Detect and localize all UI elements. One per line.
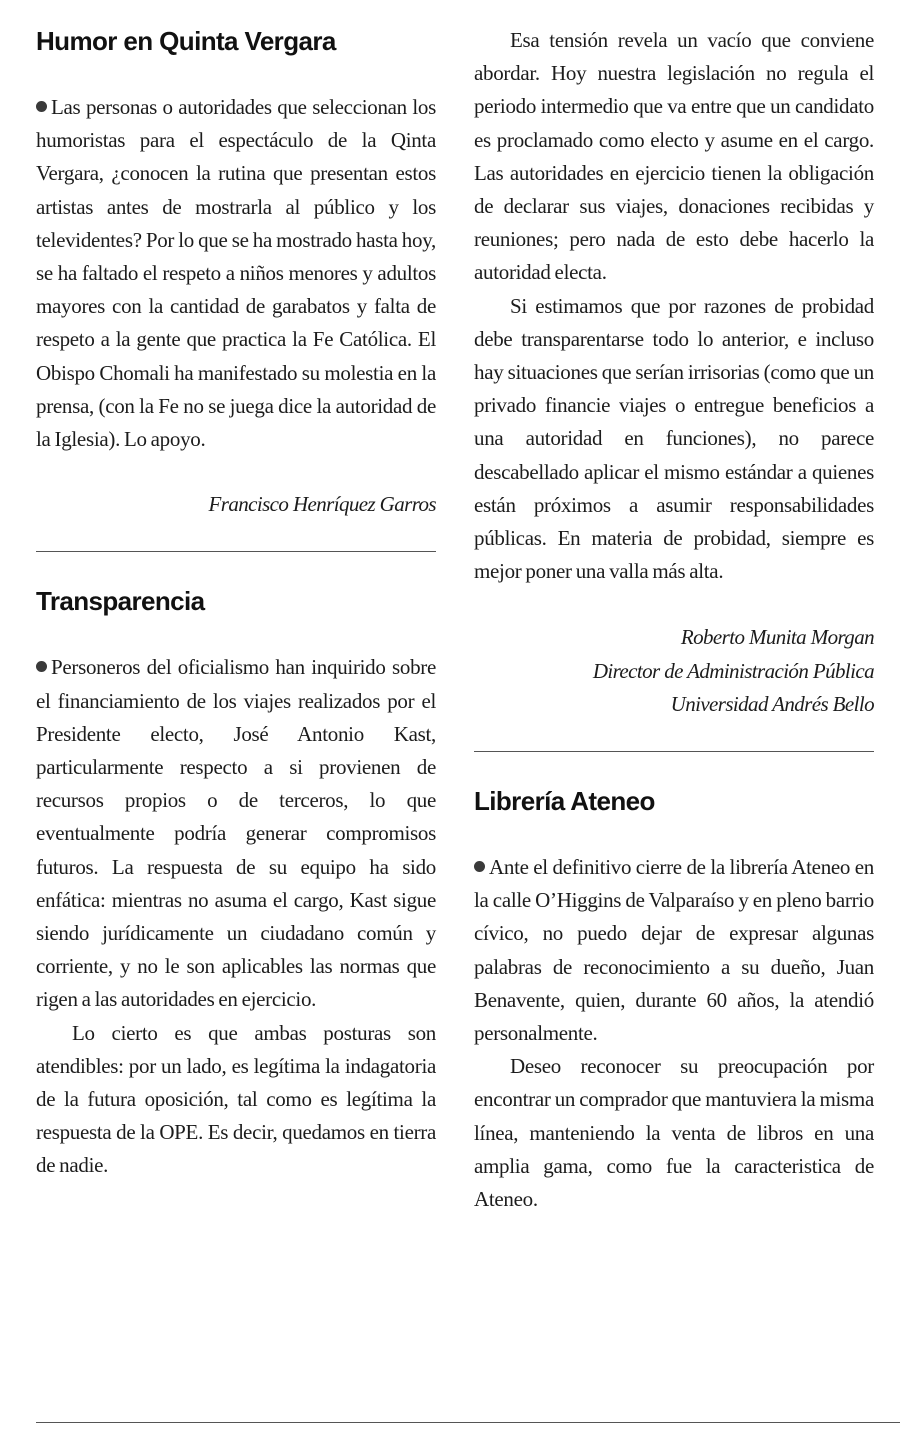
bullet-icon bbox=[36, 101, 47, 112]
letter-title-transparencia: Transparencia bbox=[36, 586, 205, 617]
letter-paragraph-transparencia-4: Si estimamos que por razones de probidad debe transparentarse todo lo anterior, e incluso hay situaciones que serían irrisorias (como que un privado financie viajes o entregue beneficios a una autoridad en funciones), no parece descabellado aplicar el mismo estándar a quienes están próximos a asumir responsabilidades públicas. En materia de probidad, siempre es mejor poner una valla más alta. bbox=[474, 293, 874, 584]
signature-transparencia bbox=[474, 621, 874, 721]
letter-paragraph-humor: Las personas o autoridades que seleccionan los humoristas para el espectáculo de la Qinta Vergara, ¿conocen la rutina que presentan estos artistas antes de mostrarla al público y los televidentes? Por lo que se ha mostrado hasta hoy, se ha faltado el respeto a niños menores y adultos mayores con la cantidad de garabatos y falta de respeto a la gente que practica la Fe Católica. El Obispo Chomali ha manifestado su molestia en la prensa, (con la Fe no se juega dice la autoridad de la Iglesia). Lo apoyo. bbox=[36, 95, 436, 452]
letter-paragraph-libreria-2: Deseo reconocer su preocupación por encontrar un comprador que mantuviera la misma línea, manteniendo la venta de libros en una amplia gama, como fue la caracteristica de Ateneo. bbox=[474, 1054, 874, 1212]
right-column bbox=[474, 24, 874, 1412]
bullet-icon bbox=[474, 861, 485, 872]
newspaper-letters-page bbox=[36, 24, 874, 1412]
signature-humor: Francisco Henríquez Garros bbox=[208, 492, 436, 517]
section-divider bbox=[474, 751, 874, 752]
signature-institution: Universidad Andrés Bello bbox=[670, 691, 874, 716]
letter-paragraph-transparencia-2: Lo cierto es que ambas posturas son atendibles: por un lado, es legítima la indagatoria de la futura oposición, tal como es legítima la respuesta de la OPE. Es decir, quedamos en tierra de nadie. bbox=[36, 1020, 436, 1178]
letter-title-libreria: Librería Ateneo bbox=[474, 786, 655, 817]
page-bottom-divider bbox=[36, 1422, 900, 1423]
letter-paragraph-transparencia-3: Esa tensión revela un vacío que conviene abordar. Hoy nuestra legislación no regula el periodo intermedio que va entre que un candidato es proclamado como electo y asume en el cargo. Las autoridades en ejercicio tienen la obligación de declarar sus viajes, donaciones recibidas y reuniones; pero nada de esto debe hacerlo la autoridad electa. bbox=[474, 28, 874, 285]
letter-paragraph-libreria-1: Ante el definitivo cierre de la librería Ateneo en la calle O’Higgins de Valparaíso y en pleno barrio cívico, no puedo dejar de expresar algunas palabras de reconocimiento a su dueño, Juan Benavente, quien, durante 60 años, la atendió personalmente. bbox=[474, 855, 874, 1046]
bullet-icon bbox=[36, 661, 47, 672]
letter-title-humor: Humor en Quinta Vergara bbox=[36, 26, 336, 56]
signature-name: Roberto Munita Morgan bbox=[680, 625, 874, 650]
section-divider bbox=[36, 551, 436, 552]
left-column bbox=[36, 24, 436, 1412]
signature-role: Director de Administración Pública bbox=[592, 658, 874, 683]
letter-paragraph-transparencia-1: Personeros del oficialismo han inquirido sobre el financiamiento de los viajes realizados por el Presidente electo, José Antonio Kast, particularmente respecto a si provienen de recursos propios o de terceros, lo que eventualmente podría generar compromisos futuros. La respuesta de su equipo ha sido enfática: mientras no asuma el cargo, Kast sigue siendo jurídicamente un ciudadano común y corriente, y no le son aplicables las normas que rigen a las autoridades en ejercicio. bbox=[36, 655, 436, 1012]
